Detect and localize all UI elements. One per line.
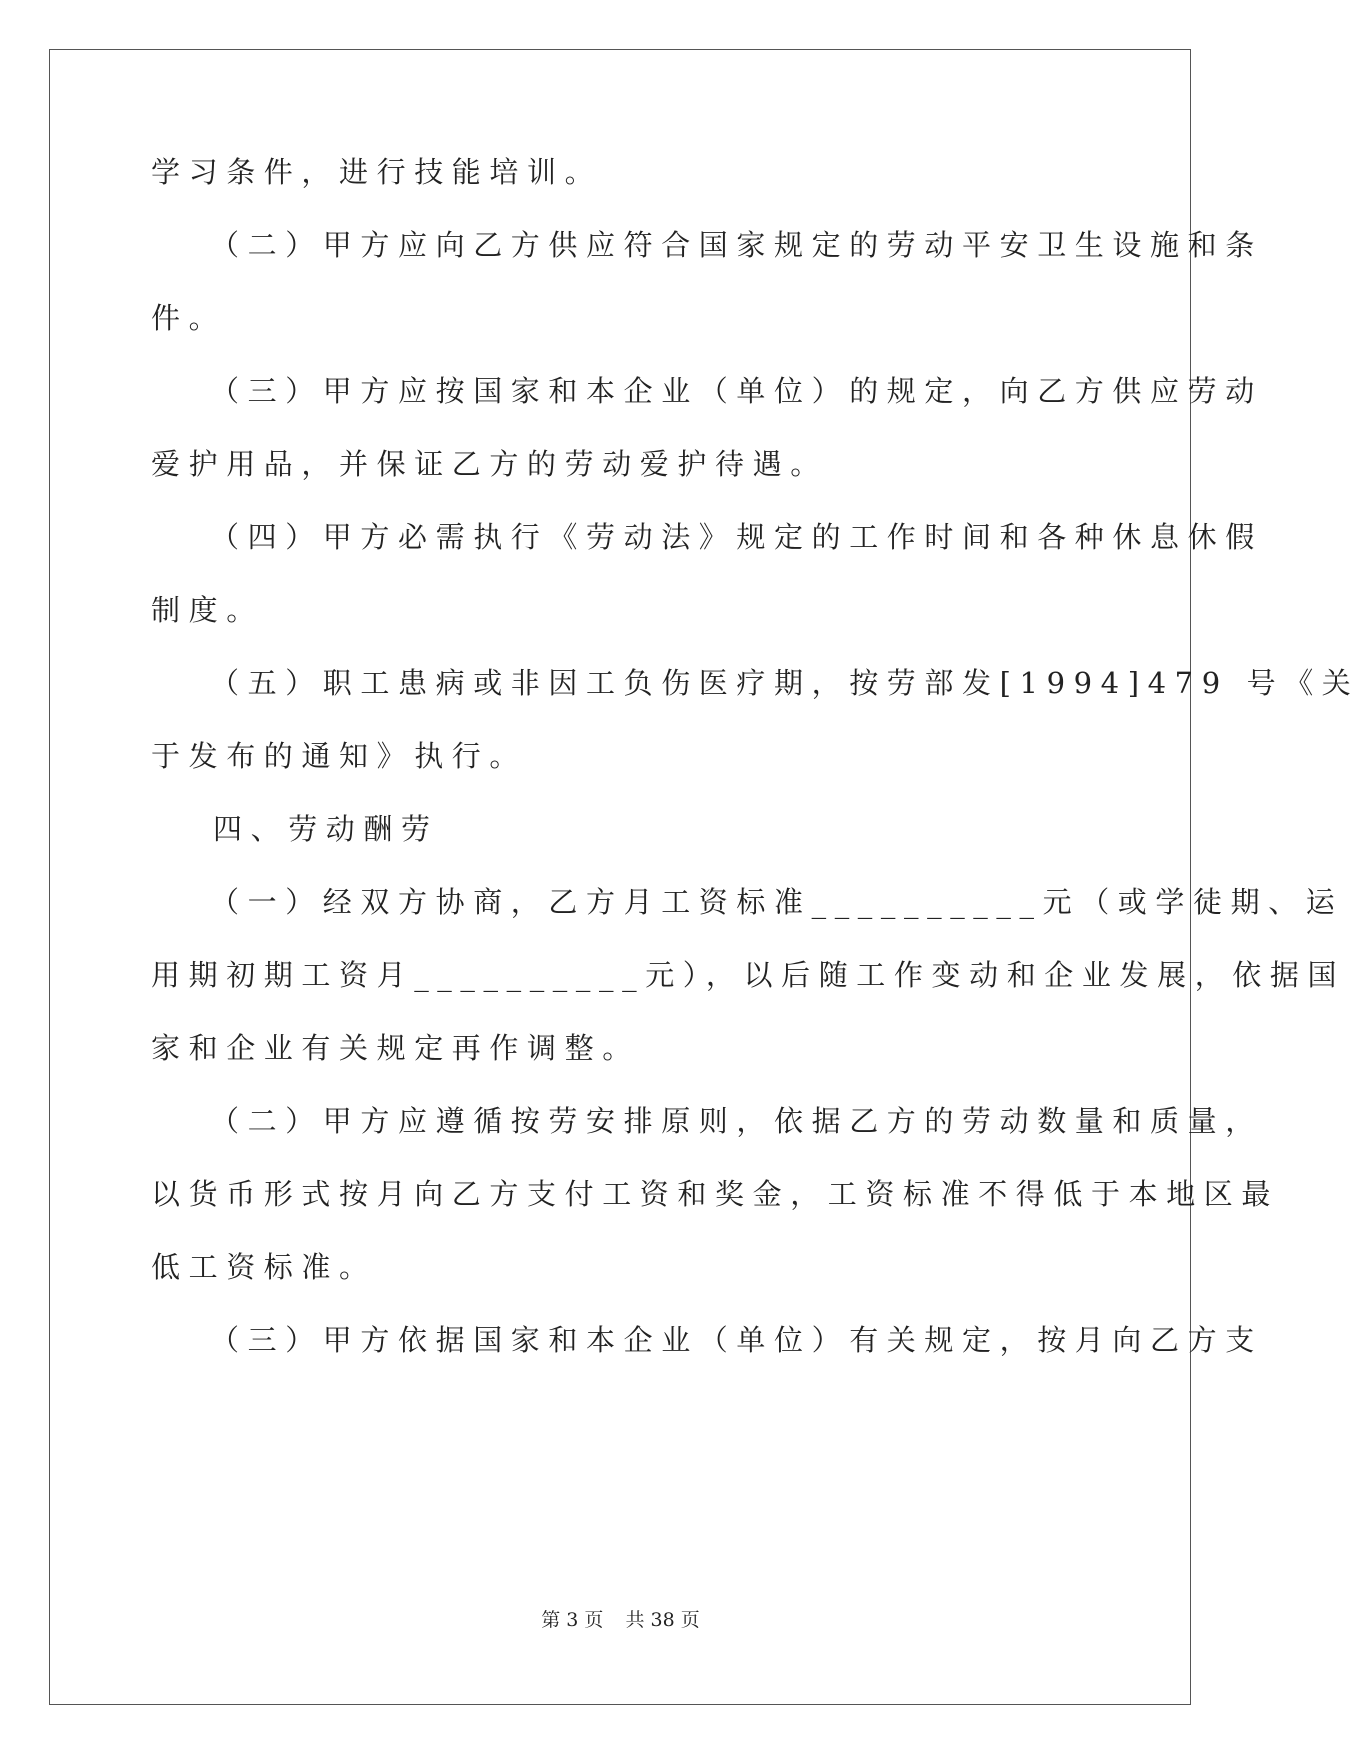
body-line: （三）甲方依据国家和本企业（单位）有关规定，按月向乙方支	[210, 1323, 1263, 1357]
body-line: （一）经双方协商，乙方月工资标准__________元（或学徒期、运	[210, 885, 1344, 919]
body-line: （二）甲方应向乙方供应符合国家规定的劳动平安卫生设施和条	[210, 228, 1263, 262]
page-number: 第 3 页	[541, 1609, 604, 1631]
body-line: 于发布的通知》执行。	[151, 739, 528, 773]
body-line: 以货币形式按月向乙方支付工资和奖金，工资标准不得低于本地区最	[151, 1177, 1280, 1211]
body-line: （二）甲方应遵循按劳安排原则，依据乙方的劳动数量和质量，	[210, 1104, 1263, 1138]
body-line: （四）甲方必需执行《劳动法》规定的工作时间和各种休息休假	[210, 520, 1263, 554]
body-line: 低工资标准。	[151, 1250, 377, 1284]
body-line: （五）职工患病或非因工负伤医疗期，按劳部发[1994]479 号《关	[210, 666, 1359, 700]
section-heading: 四、劳动酬劳	[213, 812, 439, 846]
page-footer	[0, 1605, 1241, 1632]
body-line: 家和企业有关规定再作调整。	[151, 1031, 640, 1065]
page-total: 共 38 页	[625, 1609, 700, 1631]
body-line: （三）甲方应按国家和本企业（单位）的规定，向乙方供应劳动	[210, 374, 1263, 408]
body-line: 制度。	[151, 593, 264, 627]
body-line: 件。	[151, 301, 227, 335]
body-line: 爱护用品，并保证乙方的劳动爱护待遇。	[151, 447, 828, 481]
body-line: 用期初期工资月__________元），以后随工作变动和企业发展，依据国	[151, 958, 1346, 992]
body-line: 学习条件，进行技能培训。	[151, 155, 603, 189]
